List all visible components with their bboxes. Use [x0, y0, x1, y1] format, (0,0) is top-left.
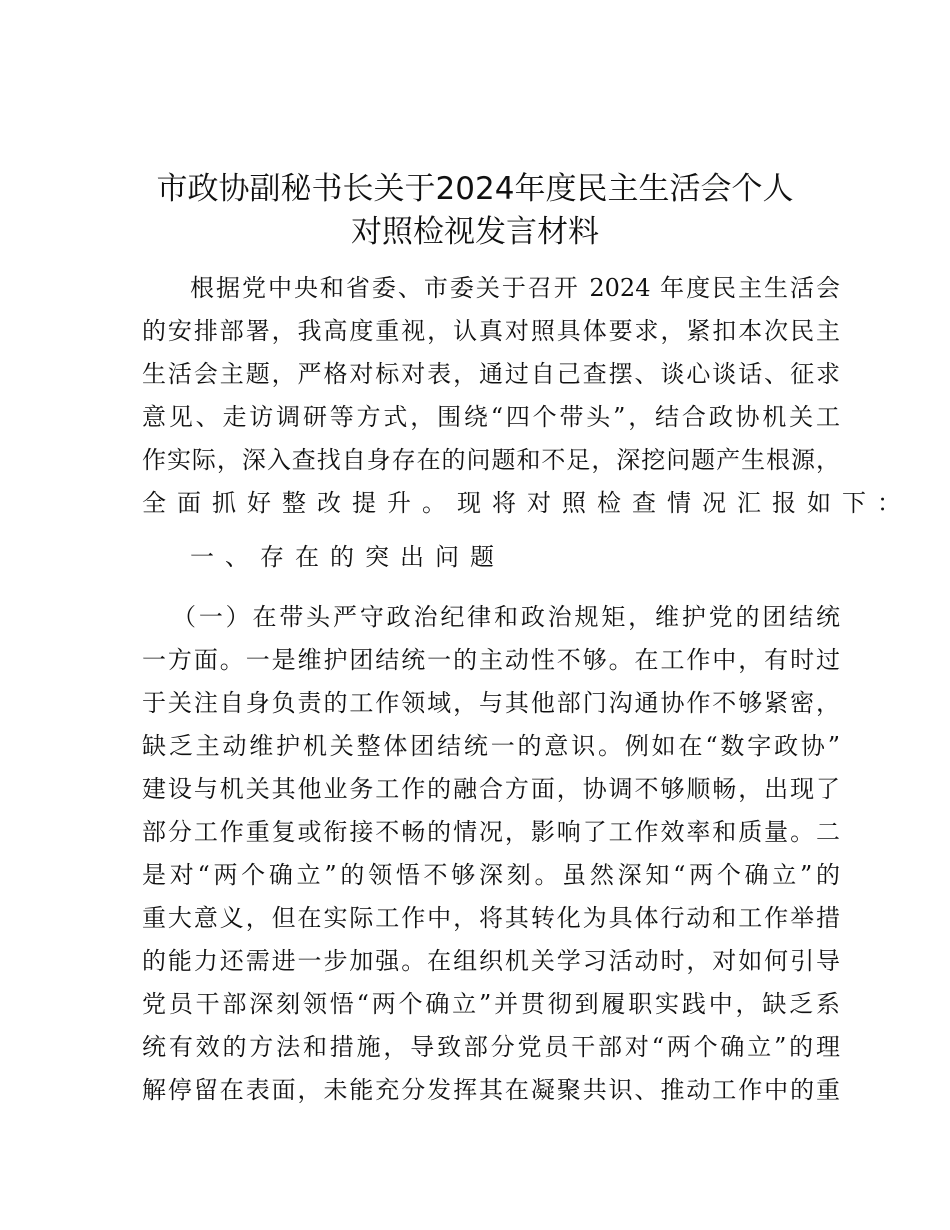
text-line: 党员干部深刻领悟“两个确立”并贯彻到履职实践中，缺乏系 [142, 990, 840, 1018]
document-title-line-1: 市政协副秘书长关于2024年度民主生活会个人 [156, 171, 794, 207]
text-line: 一方面。一是维护团结统一的主动性不够。在工作中，有时过 [142, 646, 840, 674]
text-line: 根据党中央和省委、市委关于召开 2024 年度民主生活会 [190, 274, 840, 302]
text-line: 重大意义，但在实际工作中，将其转化为具体行动和工作举措 [142, 904, 840, 932]
text-line: 缺乏主动维护机关整体团结统一的意识。例如在“数字政协” [142, 732, 840, 760]
text-line: 作实际，深入查找自身存在的问题和不足，深挖问题产生根源， [142, 446, 840, 474]
text-line: 于关注自身负责的工作领域，与其他部门沟通协作不够紧密， [142, 689, 840, 717]
text-line: 全面抓好整改提升。现将对照检查情况汇报如下： [142, 489, 912, 517]
text-line: 部分工作重复或衔接不畅的情况，影响了工作效率和质量。二 [142, 818, 840, 846]
section-heading: 一、存在的突出问题 [190, 543, 505, 571]
text-line: 解停留在表面，未能充分发挥其在凝聚共识、推动工作中的重 [142, 1076, 840, 1104]
text-line: 意见、走访调研等方式，围绕“四个带头”，结合政协机关工 [142, 403, 840, 431]
text-line: （一）在带头严守政治纪律和政治规矩，维护党的团结统 [172, 603, 840, 631]
document-title-line-2: 对照检视发言材料 [351, 214, 599, 250]
text-line: 建设与机关其他业务工作的融合方面，协调不够顺畅，出现了 [142, 775, 840, 803]
text-line: 的安排部署，我高度重视，认真对照具体要求，紧扣本次民主 [142, 317, 840, 345]
text-line: 的能力还需进一步加强。在组织机关学习活动时，对如何引导 [142, 947, 840, 975]
text-line: 生活会主题，严格对标对表，通过自己查摆、谈心谈话、征求 [142, 360, 840, 388]
text-line: 是对“两个确立”的领悟不够深刻。虽然深知“两个确立”的 [142, 861, 840, 889]
text-line: 统有效的方法和措施，导致部分党员干部对“两个确立”的理 [142, 1033, 840, 1061]
